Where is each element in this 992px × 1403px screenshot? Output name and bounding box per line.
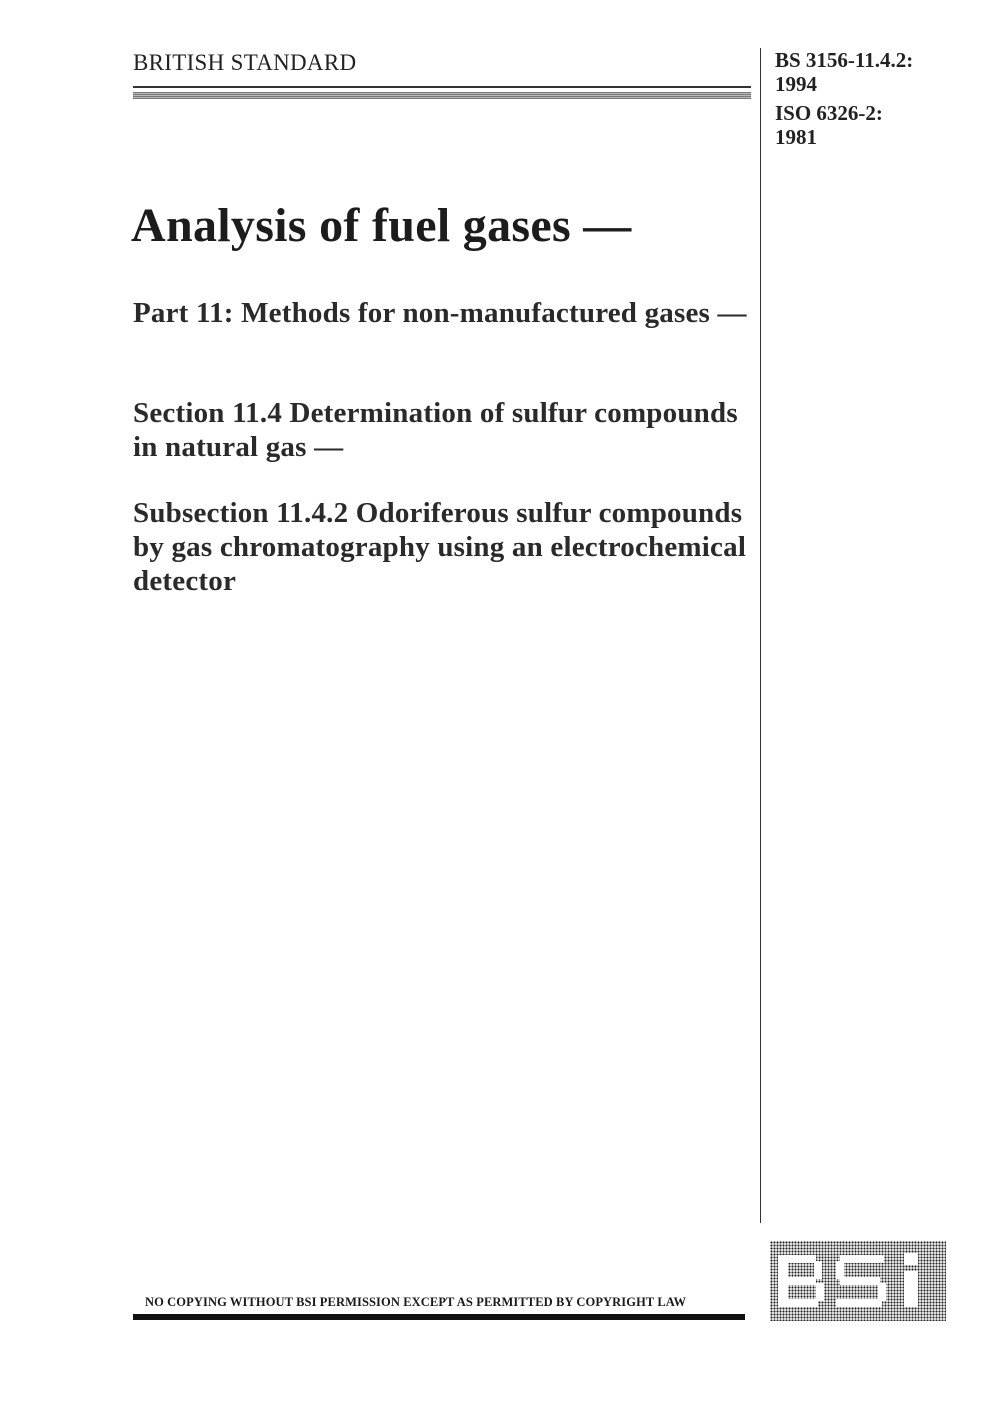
footer-rule bbox=[133, 1314, 745, 1320]
bs-number: BS 3156-11.4.2: bbox=[775, 48, 914, 72]
subsection-title: Subsection 11.4.2 Odoriferous sulfur compounds by gas chromatography using an electrochemical detector bbox=[133, 497, 747, 597]
header-label: BRITISH STANDARD bbox=[133, 50, 357, 75]
iso-standard-number bbox=[775, 101, 883, 149]
vertical-divider bbox=[760, 48, 761, 1223]
section-title: Section 11.4 Determination of sulfur compounds in natural gas — bbox=[133, 397, 738, 463]
bs-year: 1994 bbox=[775, 72, 817, 96]
iso-year: 1981 bbox=[775, 125, 817, 149]
iso-number: ISO 6326-2: bbox=[775, 101, 883, 125]
copyright-notice: NO COPYING WITHOUT BSI PERMISSION EXCEPT AS PERMITTED BY COPYRIGHT LAW bbox=[145, 1295, 687, 1309]
header-rule-band bbox=[133, 92, 751, 99]
document-title: Analysis of fuel gases — bbox=[131, 199, 632, 252]
bsi-logo bbox=[770, 1241, 946, 1321]
bs-standard-number bbox=[775, 48, 913, 96]
header-rule bbox=[133, 86, 751, 88]
part-title: Part 11: Methods for non-manufactured gases — bbox=[133, 297, 747, 329]
